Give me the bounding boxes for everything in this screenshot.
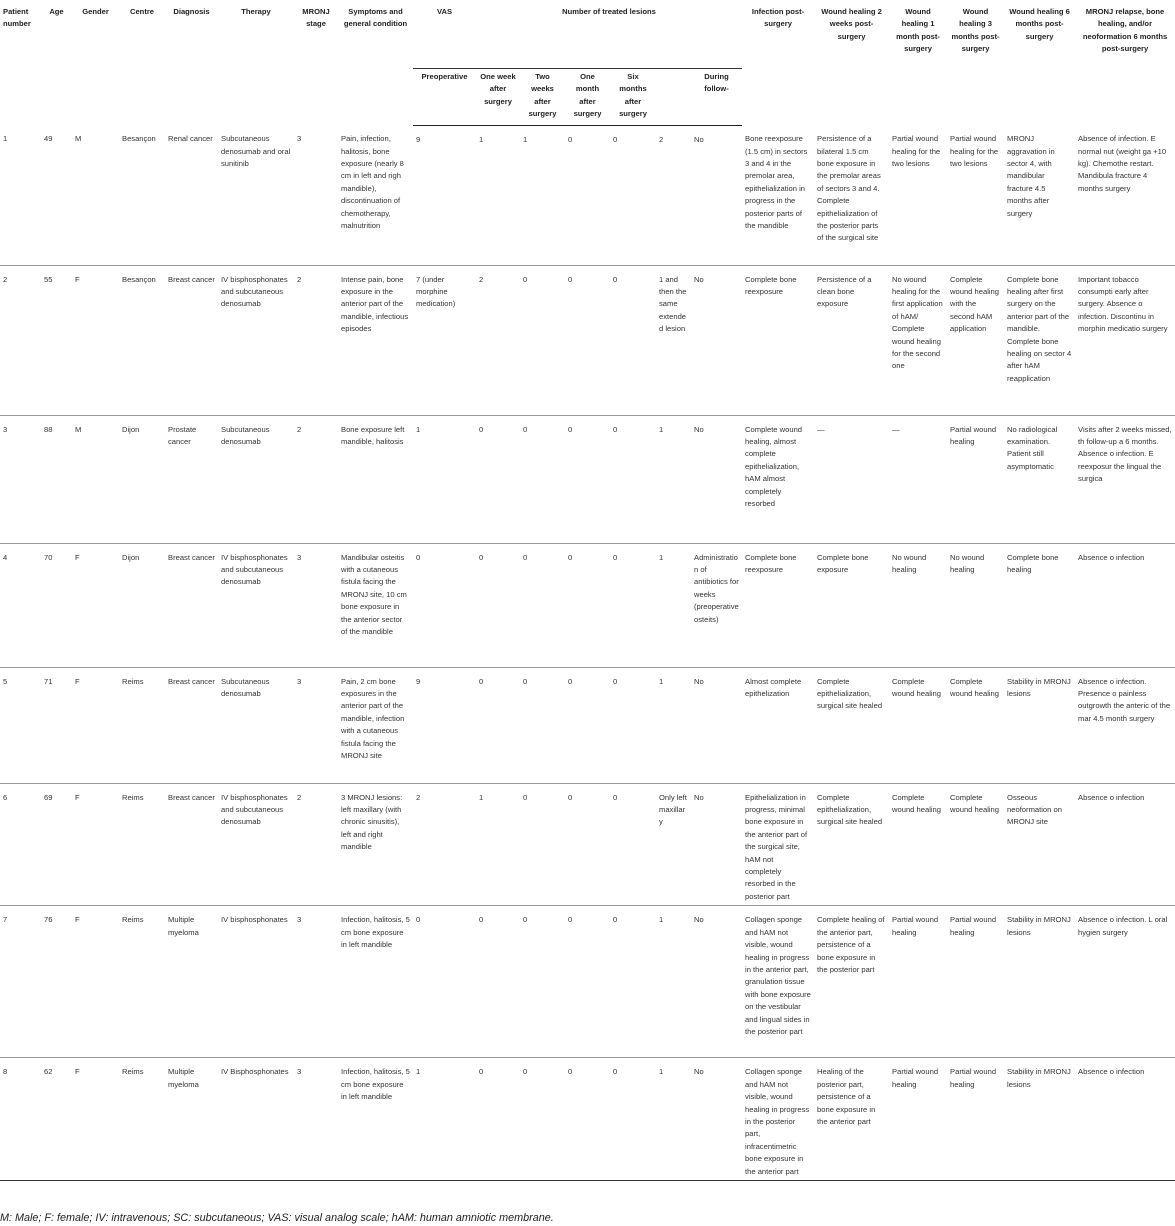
cell-lesions: 1 [656, 543, 691, 667]
header-vas-one-week: One week after surgery [476, 69, 520, 126]
cell-symptoms: 3 MRONJ lesions: left maxillary (with chronic sinusitis), left and right mandible [338, 783, 413, 906]
cell-w6m: Partial wound healing [947, 415, 1004, 543]
header-wound-1m: Wound healing 1 month post-surgery [896, 7, 940, 54]
cell-lesions: 1 and then the same extended lesion [656, 265, 691, 415]
cell-symptoms: Intense pain, bone exposure in the anterior part of the mandible, infectious episodes [338, 265, 413, 415]
cell-w6m: Partial wound healing [947, 1058, 1004, 1181]
header-wound-2w: Wound healing 2 weeks post-surgery [821, 7, 882, 41]
cell-relapse: Stability in MRONJ lesions [1004, 906, 1075, 1058]
cell-w3m: — [889, 415, 947, 543]
header-therapy: Therapy [241, 7, 271, 16]
cell-stage: 2 [294, 265, 338, 415]
cell-vas-6m: 0 [610, 543, 656, 667]
cell-vas-2w: 0 [520, 906, 565, 1058]
header-infection: Infection post-surgery [751, 7, 805, 29]
cell-during: Absence o infection. L oral hygien surgery [1075, 906, 1175, 1058]
cell-vas-2w: 0 [520, 1058, 565, 1181]
cell-w1m: Healing of the posterior part, persistence of a bone exposure in the anterior part [814, 1058, 889, 1181]
cell-vas-1m: 0 [565, 783, 610, 906]
patient-outcomes-table [0, 4, 1175, 1181]
table-row [0, 265, 1175, 415]
cell-vas-1w: 0 [476, 543, 520, 667]
cell-vas-pre: 7 (under morphine medication) [413, 265, 476, 415]
table-row [0, 667, 1175, 783]
cell-during: Absence o infection. Presence o painless outgrowth the anteric of the mar 4.5 month surgery [1075, 667, 1175, 783]
cell-lesions: Only left maxillary [656, 783, 691, 906]
cell-vas-1w: 1 [476, 783, 520, 906]
cell-vas-1w: 0 [476, 667, 520, 783]
cell-therapy: Subcutaneous denosumab [218, 415, 294, 543]
cell-infection: No [691, 415, 742, 543]
cell-w2w: Epithelialization in progress, minimal bone exposure in the anterior part of the surgical site, hAM not completely resorbed in the posterior part [742, 783, 814, 906]
cell-centre: Reims [119, 667, 165, 783]
cell-gender: F [72, 906, 119, 1058]
header-wound-6m: Wound healing 6 months post-surgery [1009, 7, 1070, 41]
cell-w2w: Complete bone reexposure [742, 265, 814, 415]
cell-therapy: IV bisphosphonates and subcutaneous denosumab [218, 783, 294, 906]
cell-w1m: Complete epithelialization, surgical site healed [814, 783, 889, 906]
cell-during: Important tobacco consumpti early after surgery. Absence o infection. Discontinu in morphin medicatio surgery [1075, 265, 1175, 415]
header-vas-one-month: One month after surgery [565, 69, 610, 126]
cell-diagnosis: Breast cancer [165, 543, 218, 667]
cell-vas-pre: 2 [413, 783, 476, 906]
cell-patient: 3 [0, 415, 41, 543]
cell-patient: 6 [0, 783, 41, 906]
cell-diagnosis: Renal cancer [165, 125, 218, 265]
cell-age: 55 [41, 265, 72, 415]
cell-infection: No [691, 1058, 742, 1181]
cell-lesions: 1 [656, 415, 691, 543]
cell-w2w: Complete wound healing, almost complete epithelialization, hAM almost completely resorbed [742, 415, 814, 543]
header-lesions-blank [656, 69, 691, 126]
cell-w2w: Almost complete epithelization [742, 667, 814, 783]
cell-vas-2w: 0 [520, 783, 565, 906]
table-row [0, 906, 1175, 1058]
cell-w1m: Persistence of a clean bone exposure [814, 265, 889, 415]
cell-stage: 2 [294, 415, 338, 543]
cell-w2w: Complete bone reexposure [742, 543, 814, 667]
cell-vas-1w: 1 [476, 125, 520, 265]
cell-vas-1m: 0 [565, 667, 610, 783]
cell-during: Visits after 2 weeks missed, th follow-up a 6 months. Absence o infection. E reexposur the lingual the surgica [1075, 415, 1175, 543]
table-row [0, 415, 1175, 543]
table-body [0, 125, 1175, 1180]
cell-patient: 7 [0, 906, 41, 1058]
cell-infection: No [691, 125, 742, 265]
cell-relapse: MRONJ aggravation in sector 4, with mandibular fracture 4.5 months after surgery [1004, 125, 1075, 265]
cell-w2w: Collagen sponge and hAM not visible, wound healing in progress in the anterior part, granulation tissue with bone exposure on the vestibular and lingual sides in the posterior part [742, 906, 814, 1058]
cell-lesions: 1 [656, 1058, 691, 1181]
cell-lesions: 1 [656, 906, 691, 1058]
cell-vas-6m: 0 [610, 783, 656, 906]
header-mronj-stage: MRONJ stage [302, 7, 330, 29]
cell-symptoms: Pain, infection, halitosis, bone exposure (nearly 8 cm in left and righ mandible), discontinuation of chemotherapy, malnutrition [338, 125, 413, 265]
cell-therapy: IV Bisphosphonates [218, 1058, 294, 1181]
cell-symptoms: Mandibular osteitis with a cutaneous fistula facing the MRONJ site, 10 cm bone exposure in the anterior sector of the mandible [338, 543, 413, 667]
cell-diagnosis: Prostate cancer [165, 415, 218, 543]
cell-vas-6m: 0 [610, 415, 656, 543]
table-footnote: M: Male; F: female; IV: intravenous; SC: subcutaneous; VAS: visual analog scale; hAM: human amniotic membrane. [0, 1212, 554, 1224]
cell-patient: 2 [0, 265, 41, 415]
cell-age: 49 [41, 125, 72, 265]
cell-w1m: Complete healing of the anterior part, persistence of a bone exposure in the posterior part [814, 906, 889, 1058]
table-row [0, 783, 1175, 906]
cell-infection: No [691, 265, 742, 415]
cell-w1m: — [814, 415, 889, 543]
header-vas-preoperative: Preoperative [413, 69, 476, 126]
cell-gender: F [72, 783, 119, 906]
cell-symptoms: Bone exposure left mandible, halitosis [338, 415, 413, 543]
cell-centre: Reims [119, 783, 165, 906]
cell-vas-1w: 0 [476, 415, 520, 543]
header-diagnosis: Diagnosis [173, 7, 210, 16]
cell-patient: 4 [0, 543, 41, 667]
cell-vas-2w: 0 [520, 265, 565, 415]
cell-infection: Administration of antibiotics for weeks (preoperative osteits) [691, 543, 742, 667]
cell-stage: 3 [294, 125, 338, 265]
cell-patient: 5 [0, 667, 41, 783]
cell-w2w: Collagen sponge and hAM not visible, wound healing in progress in the posterior part, infracentimetric bone exposure in the anterior part [742, 1058, 814, 1181]
cell-therapy: IV bisphosphonates and subcutaneous denosumab [218, 543, 294, 667]
cell-vas-2w: 0 [520, 543, 565, 667]
cell-therapy: IV bisphosphonates [218, 906, 294, 1058]
cell-diagnosis: Breast cancer [165, 265, 218, 415]
cell-vas-1m: 0 [565, 125, 610, 265]
cell-stage: 3 [294, 906, 338, 1058]
cell-diagnosis: Multiple myeloma [165, 1058, 218, 1181]
cell-centre: Besançon [119, 125, 165, 265]
header-wound-3m: Wound healing 3 months post-surgery [951, 7, 1000, 54]
cell-w6m: Complete wound healing [947, 667, 1004, 783]
cell-gender: F [72, 1058, 119, 1181]
cell-stage: 3 [294, 667, 338, 783]
cell-gender: F [72, 667, 119, 783]
cell-infection: No [691, 783, 742, 906]
cell-gender: F [72, 543, 119, 667]
cell-w6m: No wound healing [947, 543, 1004, 667]
cell-centre: Dijon [119, 415, 165, 543]
cell-therapy: IV bisphosphonates and subcutaneous denosumab [218, 265, 294, 415]
cell-vas-pre: 9 [413, 125, 476, 265]
header-symptoms: Symptoms and general condition [343, 7, 408, 29]
cell-vas-1w: 2 [476, 265, 520, 415]
cell-vas-6m: 0 [610, 667, 656, 783]
cell-patient: 1 [0, 125, 41, 265]
cell-diagnosis: Multiple myeloma [165, 906, 218, 1058]
cell-w3m: Partial wound healing for the two lesions [889, 125, 947, 265]
cell-vas-2w: 1 [520, 125, 565, 265]
cell-age: 71 [41, 667, 72, 783]
header-during-followup: During follow- [691, 69, 742, 126]
cell-age: 70 [41, 543, 72, 667]
cell-vas-6m: 0 [610, 906, 656, 1058]
cell-w3m: Complete wound healing [889, 667, 947, 783]
cell-w3m: Partial wound healing [889, 906, 947, 1058]
cell-centre: Besançon [119, 265, 165, 415]
cell-w6m: Partial wound healing [947, 906, 1004, 1058]
cell-vas-1m: 0 [565, 415, 610, 543]
header-vas-two-weeks: Two weeks after surgery [520, 69, 565, 126]
cell-relapse: Osseous neoformation on MRONJ site [1004, 783, 1075, 906]
cell-centre: Dijon [119, 543, 165, 667]
cell-vas-pre: 9 [413, 667, 476, 783]
cell-vas-2w: 0 [520, 415, 565, 543]
cell-gender: F [72, 265, 119, 415]
cell-vas-pre: 0 [413, 906, 476, 1058]
cell-age: 76 [41, 906, 72, 1058]
cell-w3m: No wound healing [889, 543, 947, 667]
cell-vas-1m: 0 [565, 543, 610, 667]
cell-age: 88 [41, 415, 72, 543]
cell-w3m: Partial wound healing [889, 1058, 947, 1181]
cell-w1m: Complete bone exposure [814, 543, 889, 667]
cell-w6m: Complete wound healing with the second hAM application [947, 265, 1004, 415]
header-number-of-treated-lesions: Number of treated lesions [562, 7, 656, 16]
cell-symptoms: Infection, halitosis, 5 cm bone exposure in left mandible [338, 1058, 413, 1181]
table-row [0, 125, 1175, 265]
cell-during: Absence o infection [1075, 1058, 1175, 1181]
cell-centre: Reims [119, 906, 165, 1058]
cell-symptoms: Infection, halitosis, 5 cm bone exposure in left mandible [338, 906, 413, 1058]
cell-gender: M [72, 415, 119, 543]
header-centre: Centre [129, 7, 155, 16]
cell-age: 69 [41, 783, 72, 906]
cell-symptoms: Pain, 2 cm bone exposures in the anterior part of the mandible, infection with a cutaneous fistula facing the MRONJ site [338, 667, 413, 783]
header-mronj-relapse: MRONJ relapse, bone healing, and/or neoformation 6 months post-surgery [1082, 7, 1168, 54]
header-patient-number: Patient number [3, 7, 31, 29]
cell-w3m: No wound healing for the first application of hAM/ Complete wound healing for the second one [889, 265, 947, 415]
cell-during: Absence of infection. E normal nut (weight ga +10 kg). Chemothe restart. Mandibula fracture 4 months surgery [1075, 125, 1175, 265]
cell-diagnosis: Breast cancer [165, 783, 218, 906]
cell-w2w: Bone reexposure (1.5 cm) in sectors 3 and 4 in the premolar area, epithelialization in progress in the posterior parts of the mandible [742, 125, 814, 265]
cell-therapy: Subcutaneous denosumab and oral sunitinib [218, 125, 294, 265]
cell-w6m: Partial wound healing for the two lesions [947, 125, 1004, 265]
header-age: Age [49, 7, 64, 16]
cell-therapy: Subcutaneous denosumab [218, 667, 294, 783]
cell-patient: 8 [0, 1058, 41, 1181]
cell-infection: No [691, 906, 742, 1058]
cell-vas-1w: 0 [476, 906, 520, 1058]
cell-w6m: Complete wound healing [947, 783, 1004, 906]
cell-lesions: 1 [656, 667, 691, 783]
cell-vas-2w: 0 [520, 667, 565, 783]
cell-during: Absence o infection [1075, 783, 1175, 906]
cell-vas-pre: 1 [413, 1058, 476, 1181]
cell-infection: No [691, 667, 742, 783]
cell-vas-1m: 0 [565, 1058, 610, 1181]
cell-centre: Reims [119, 1058, 165, 1181]
header-vas-six-months: Six months after surgery [610, 69, 656, 126]
header-vas: VAS [436, 7, 453, 16]
header-gender: Gender [82, 7, 109, 16]
cell-stage: 2 [294, 783, 338, 906]
cell-w1m: Persistence of a bilateral 1.5 cm bone exposure in the premolar areas of sectors 3 and 4. Complete epithelialization of the posterior parts of the surgical site [814, 125, 889, 265]
cell-vas-6m: 0 [610, 1058, 656, 1181]
cell-vas-pre: 1 [413, 415, 476, 543]
cell-relapse: Stability in MRONJ lesions [1004, 1058, 1075, 1181]
cell-vas-1w: 0 [476, 1058, 520, 1181]
table-row [0, 1058, 1175, 1181]
cell-lesions: 2 [656, 125, 691, 265]
cell-relapse: No radiological examination. Patient still asymptomatic [1004, 415, 1075, 543]
cell-age: 62 [41, 1058, 72, 1181]
cell-vas-6m: 0 [610, 265, 656, 415]
cell-vas-pre: 0 [413, 543, 476, 667]
cell-during: Absence o infection [1075, 543, 1175, 667]
cell-w3m: Complete wound healing [889, 783, 947, 906]
cell-relapse: Stability in MRONJ lesions [1004, 667, 1075, 783]
cell-stage: 3 [294, 543, 338, 667]
cell-vas-1m: 0 [565, 906, 610, 1058]
cell-vas-6m: 0 [610, 125, 656, 265]
cell-w1m: Complete epithelialization, surgical site healed [814, 667, 889, 783]
cell-vas-1m: 0 [565, 265, 610, 415]
cell-diagnosis: Breast cancer [165, 667, 218, 783]
cell-relapse: Complete bone healing [1004, 543, 1075, 667]
cell-relapse: Complete bone healing after first surgery on the anterior part of the mandible. Complete bone healing on sector 4 after hAM reapplication [1004, 265, 1075, 415]
cell-gender: M [72, 125, 119, 265]
table-row [0, 543, 1175, 667]
cell-stage: 3 [294, 1058, 338, 1181]
